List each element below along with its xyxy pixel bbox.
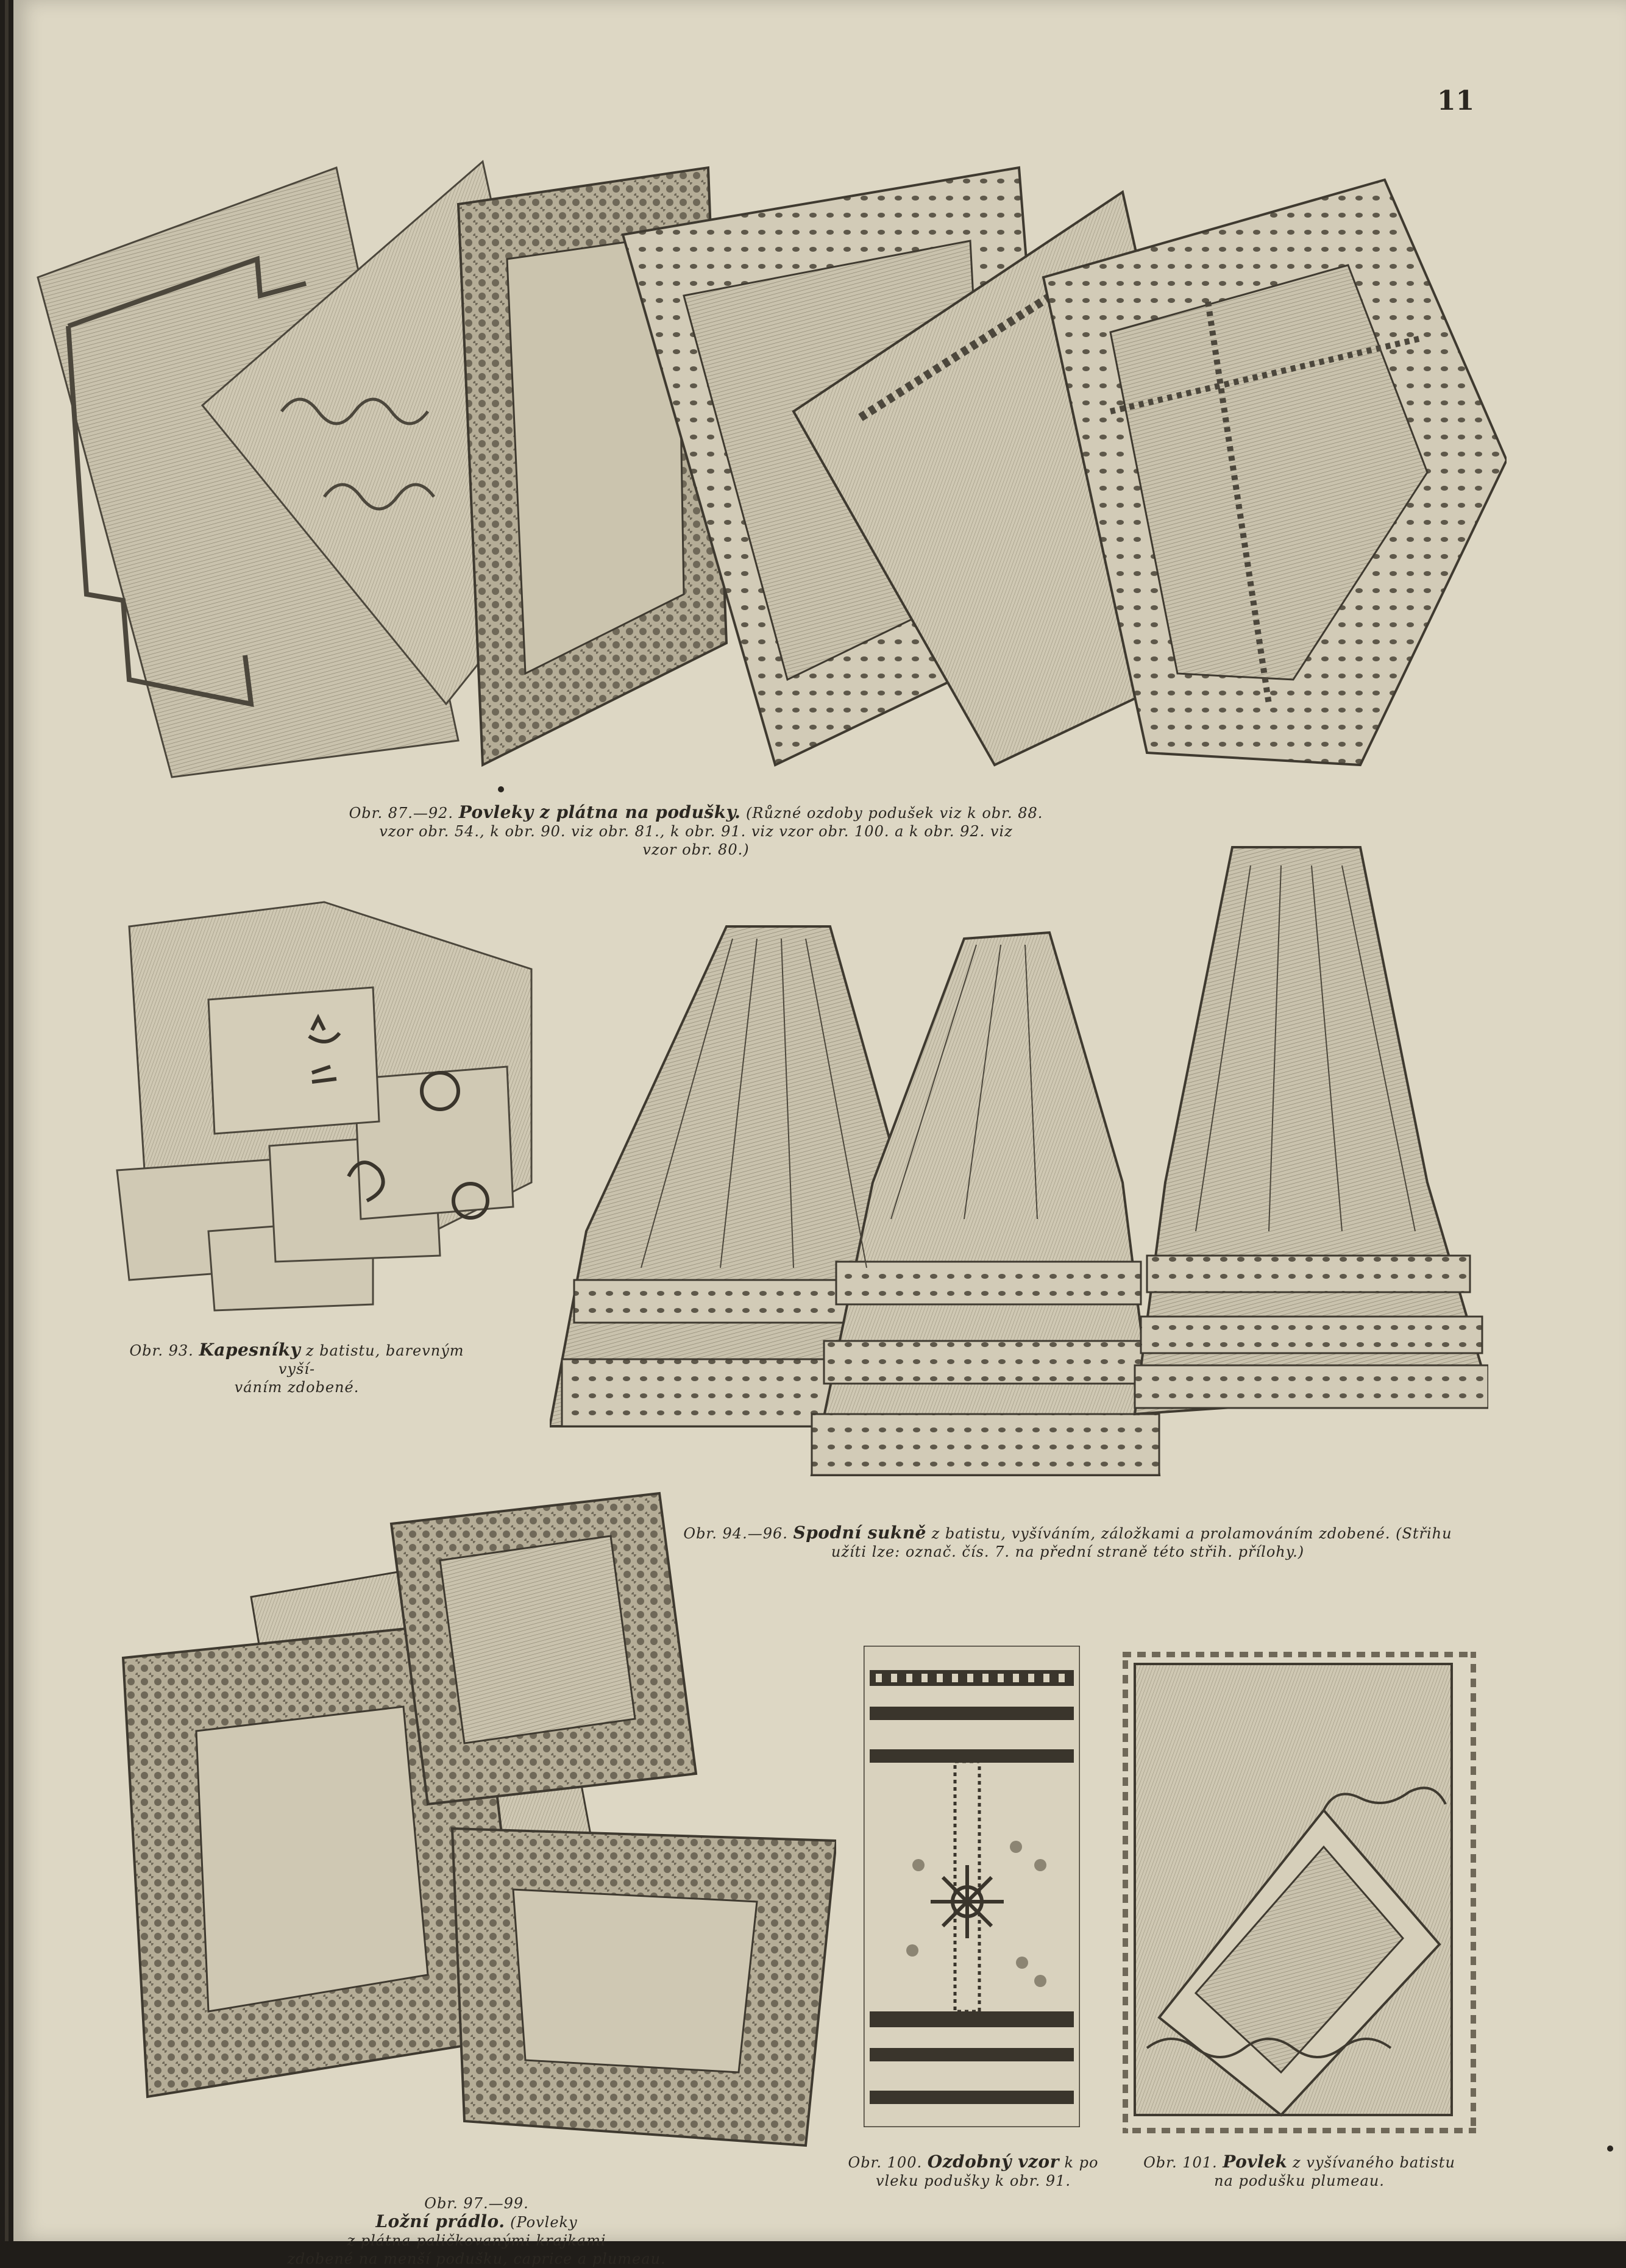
caption-text: (Různé ozdoby podušek viz k obr. 88. <box>746 805 1043 822</box>
caption-lead: Povlek <box>1223 2152 1288 2172</box>
caption-text: k po <box>1064 2154 1099 2171</box>
caption-line: vzor obr. 54., k obr. 90. viz obr. 81., k obr. 91. viz vzor obr. 100. a k obr. 92. viz <box>379 823 1013 840</box>
caption-lead: Kapesníky <box>199 1340 301 1360</box>
caption-ref: Obr. 94.—96. <box>683 1525 788 1542</box>
caption-lead: Povleky z plátna na podušky. <box>458 802 741 822</box>
bed-linen-illustration <box>111 1487 836 2170</box>
caption-line: z plátna paličkovanými krajkami <box>347 2232 606 2249</box>
embroidered-pillow-illustration <box>1123 1652 1476 2133</box>
caption-line: na podušku plumeau. <box>1214 2172 1385 2189</box>
caption-lead: Spodní sukně <box>793 1523 926 1543</box>
caption-line: vzor obr. 80.) <box>642 841 750 858</box>
print-speck <box>498 786 504 792</box>
caption-text: z batistu, barevným vyší- <box>278 1342 464 1378</box>
caption-ref: Obr. 100. <box>848 2154 923 2171</box>
handkerchiefs-illustration <box>93 890 538 1317</box>
print-speck <box>1607 2145 1613 2152</box>
petticoats-illustration <box>550 841 1488 1496</box>
caption-line: zdobené na menší podušku, caprice a plumeau. <box>287 2250 666 2267</box>
caption-text: z batistu, vyšíváním, záložkami a prolamováním zdobené. (Střihu <box>931 1525 1452 1542</box>
caption-ref: Obr. 87.—92. <box>349 805 454 822</box>
binding-edge <box>5 0 9 2241</box>
caption-line: užíti lze: označ. čís. 7. na přední straně této střih. přílohy.) <box>831 1543 1305 1560</box>
page <box>13 0 1626 2267</box>
caption-ref: Obr. 101. <box>1143 2154 1218 2171</box>
caption-fig-97-99 <box>263 2194 690 2268</box>
ornamental-pattern-illustration <box>864 1646 1080 2127</box>
pillowcases-illustration <box>20 155 1507 792</box>
caption-fig-93 <box>114 1341 480 1396</box>
caption-fig-100 <box>830 2153 1117 2190</box>
caption-text: z vyšívaného batistu <box>1293 2154 1455 2171</box>
caption-line: vleku podušky k obr. 91. <box>876 2172 1071 2189</box>
caption-line: váním zdobené. <box>234 1379 360 1396</box>
caption-text: (Povleky <box>510 2214 578 2231</box>
caption-ref: Obr. 93. <box>129 1342 194 1359</box>
caption-ref: Obr. 97.—99. <box>424 2195 529 2212</box>
caption-lead: Ložní prádlo. <box>375 2211 505 2231</box>
caption-lead: Ozdobný vzor <box>927 2152 1059 2172</box>
page-number: 11 <box>1437 85 1475 116</box>
caption-fig-101 <box>1129 2153 1470 2190</box>
